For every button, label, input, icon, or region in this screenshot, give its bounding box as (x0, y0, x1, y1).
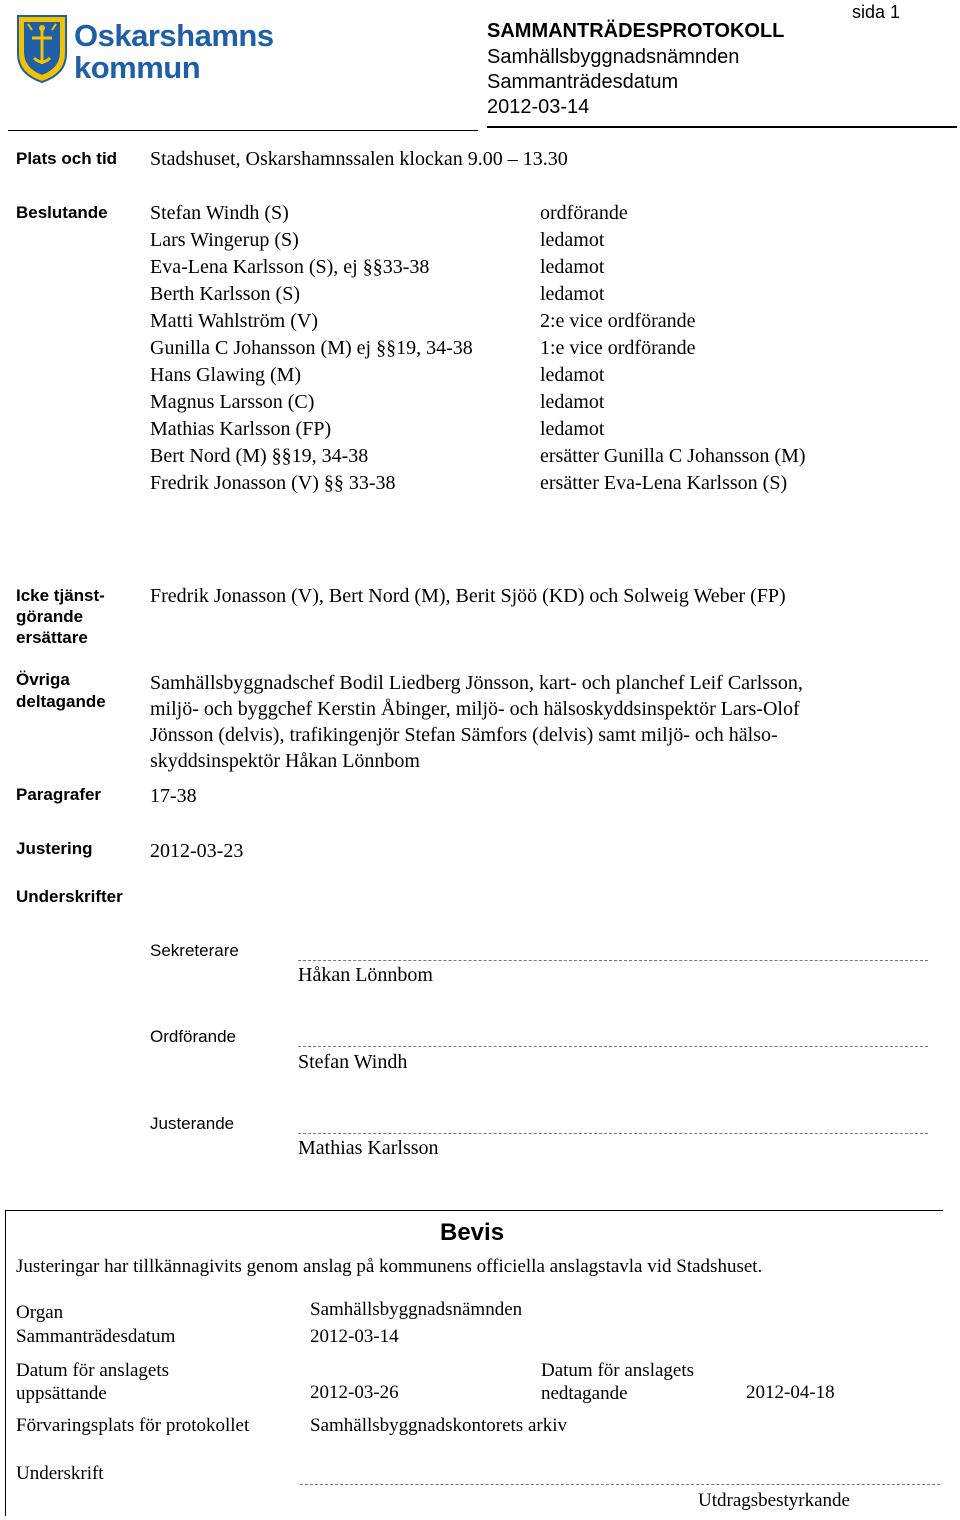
member-name: Fredrik Jonasson (V) §§ 33-38 (150, 472, 396, 494)
meeting-date-label: Sammanträdesdatum (487, 71, 679, 93)
place-label: Plats och tid (16, 149, 118, 168)
posted-date-label-line: Datum för anslagets (16, 1360, 170, 1381)
place-value: Stadshuset, Oskarshamnssalen klockan 9.00 – 13.30 (150, 148, 568, 170)
storage-value: Samhällsbyggnadskontorets arkiv (310, 1415, 567, 1436)
paragraphs-label: Paragrafer (16, 785, 102, 804)
others-label (16, 669, 106, 713)
document-type: SAMMANTRÄDESPROTOKOLL (487, 20, 785, 42)
member-role: 1:e vice ordförande (540, 337, 696, 359)
others-text (150, 670, 803, 774)
others-label-line: Övriga (16, 670, 70, 689)
non-serving-label-line: görande (16, 607, 84, 626)
member-name: Berth Karlsson (S) (150, 283, 300, 305)
signature-role: Justerande (150, 1114, 235, 1133)
extract-certification-label: Utdragsbestyrkande (698, 1490, 850, 1511)
left-margin-rule (5, 1210, 6, 1516)
others-line: miljö- och byggchef Kerstin Åbinger, miljö- och hälsoskyddsinspektör Lars-Olof (150, 698, 800, 720)
member-name: Magnus Larsson (C) (150, 391, 315, 413)
signature-line (298, 1046, 928, 1047)
proof-rule (5, 1210, 943, 1211)
posted-date-label (16, 1359, 169, 1405)
header-rule-right (487, 126, 957, 128)
removed-date-label (541, 1359, 694, 1405)
others-label-line: deltagande (16, 692, 106, 711)
page-number: sida 1 (852, 2, 901, 22)
non-serving-label-line: Icke tjänst- (16, 586, 105, 605)
member-role: ersätter Gunilla C Johansson (M) (540, 445, 806, 467)
member-role: ersätter Eva-Lena Karlsson (S) (540, 472, 788, 494)
removed-date-value: 2012-04-18 (746, 1382, 835, 1403)
member-name: Eva-Lena Karlsson (S), ej §§33-38 (150, 256, 430, 278)
signature-name: Mathias Karlsson (298, 1137, 439, 1159)
posted-date-value: 2012-03-26 (310, 1382, 399, 1403)
member-name: Matti Wahlström (V) (150, 310, 318, 332)
final-signature-line (300, 1484, 940, 1485)
paragraphs-value: 17-38 (150, 785, 197, 807)
signature-role: Ordförande (150, 1027, 236, 1046)
organ-label: Organ (16, 1302, 64, 1323)
signature-line (298, 1133, 928, 1134)
member-name: Hans Glawing (M) (150, 364, 302, 386)
adjustment-label: Justering (16, 839, 93, 858)
member-role: ledamot (540, 283, 605, 305)
signature-name: Stefan Windh (298, 1051, 408, 1073)
member-role: ledamot (540, 229, 605, 251)
logo-text-line2: kommun (74, 50, 201, 85)
member-name: Bert Nord (M) §§19, 34-38 (150, 445, 369, 467)
member-role: ordförande (540, 202, 628, 224)
others-line: Samhällsbyggnadschef Bodil Liedberg Jönsson, kart- och planchef Leif Carlsson, (150, 672, 803, 694)
member-role: ledamot (540, 364, 605, 386)
coat-of-arms-icon (16, 14, 68, 84)
non-serving-label (16, 585, 105, 648)
proof-title: Bevis (440, 1219, 505, 1246)
posted-date-label-line: uppsättande (16, 1383, 107, 1404)
member-name: Gunilla C Johansson (M) ej §§19, 34-38 (150, 337, 473, 359)
non-serving-label-line: ersättare (16, 628, 88, 647)
member-name: Mathias Karlsson (FP) (150, 418, 332, 440)
member-role: 2:e vice ordförande (540, 310, 696, 332)
storage-label: Förvaringsplats för protokollet (16, 1415, 250, 1436)
signature-role: Sekreterare (150, 941, 239, 960)
signatures-label: Underskrifter (16, 887, 123, 906)
proof-date-value: 2012-03-14 (310, 1326, 399, 1347)
proof-statement: Justeringar har tillkännagivits genom anslag på kommunens officiella anslagstavla vid Stadshuset. (16, 1256, 763, 1277)
removed-date-label-line: Datum för anslagets (541, 1360, 695, 1381)
member-name: Stefan Windh (S) (150, 202, 289, 224)
header-rule-left (8, 130, 478, 131)
municipality-logo (16, 14, 274, 86)
non-serving-value: Fredrik Jonasson (V), Bert Nord (M), Berit Sjöö (KD) och Solweig Weber (FP) (150, 585, 786, 607)
signature-label: Underskrift (16, 1463, 104, 1484)
committee-name: Samhällsbyggnadsnämnden (487, 46, 740, 68)
meeting-date: 2012-03-14 (487, 96, 590, 118)
proof-date-label: Sammanträdesdatum (16, 1326, 176, 1347)
removed-date-label-line: nedtagande (541, 1383, 628, 1404)
member-name: Lars Wingerup (S) (150, 229, 299, 251)
organ-value: Samhällsbyggnadsnämnden (310, 1299, 523, 1320)
others-line: Jönsson (delvis), trafikingenjör Stefan Sämfors (delvis) samt miljö- och hälso- (150, 724, 778, 746)
deciding-label: Beslutande (16, 203, 108, 222)
member-role: ledamot (540, 256, 605, 278)
member-role: ledamot (540, 418, 605, 440)
logo-text-line1: Oskarshamns (74, 18, 274, 53)
member-role: ledamot (540, 391, 605, 413)
adjustment-value: 2012-03-23 (150, 840, 244, 862)
others-line: skyddsinspektör Håkan Lönnbom (150, 750, 420, 772)
signature-name: Håkan Lönnbom (298, 964, 433, 986)
signature-line (298, 960, 928, 961)
